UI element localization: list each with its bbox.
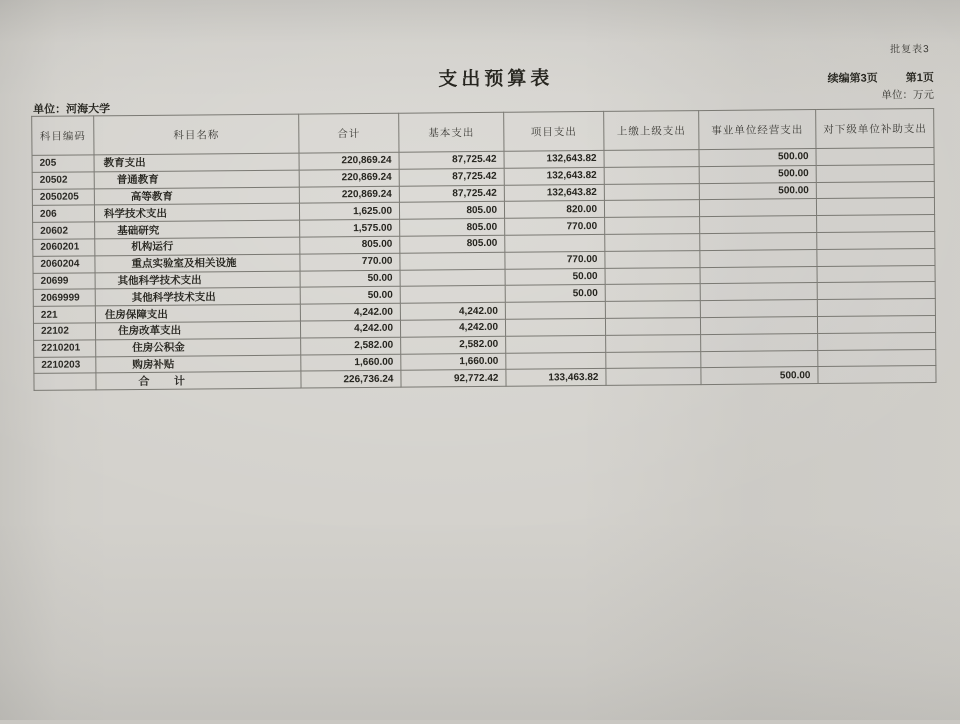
col-header-subject-code: 科目编码	[32, 116, 94, 156]
cell-name: 住房改革支出	[95, 321, 300, 340]
cell-basic: 805.00	[399, 202, 504, 220]
cell-operating: 500.00	[701, 367, 818, 385]
cell-subsidy	[818, 366, 936, 384]
cell-code: 2210203	[34, 356, 96, 373]
cell-subsidy	[817, 299, 935, 317]
cell-basic	[400, 252, 505, 270]
cell-total: 1,575.00	[300, 219, 400, 237]
cell-name: 重点实验室及相关设施	[95, 254, 300, 273]
cell-operating	[700, 300, 817, 318]
cell-code: 2050205	[32, 188, 94, 205]
cell-operating	[700, 233, 817, 251]
cell-name: 教育支出	[94, 153, 299, 172]
cell-code: 22102	[33, 323, 95, 340]
cell-total: 220,869.24	[299, 186, 399, 204]
org-unit-label: 单位：河海大学	[33, 103, 111, 116]
cell-upper	[605, 250, 700, 268]
cell-total: 50.00	[300, 287, 400, 305]
cell-total: 4,242.00	[300, 303, 400, 321]
cell-code: 2210201	[34, 340, 96, 357]
page-title-text: 支出预算表	[438, 68, 554, 91]
cell-name: 机构运行	[95, 237, 300, 256]
cell-name: 住房保障支出	[95, 304, 300, 323]
cell-name: 科学技术支出	[94, 203, 299, 222]
cell-operating	[699, 199, 816, 217]
cell-total: 1,625.00	[299, 203, 399, 221]
col-header-subject-name: 科目名称	[94, 114, 299, 155]
cell-project: 770.00	[505, 251, 605, 269]
cell-upper	[605, 234, 700, 252]
cell-project	[505, 302, 605, 320]
cell-total: 4,242.00	[300, 320, 400, 338]
cell-basic	[400, 286, 505, 304]
cell-operating	[700, 317, 817, 335]
continued-page-label: 续编第3页	[827, 72, 878, 85]
cell-total: 50.00	[300, 270, 400, 288]
cell-upper	[605, 318, 700, 336]
cell-basic: 805.00	[400, 218, 505, 236]
cell-total: 805.00	[300, 236, 400, 254]
budget-table	[31, 108, 936, 391]
cell-project	[506, 335, 606, 353]
cell-upper	[606, 368, 701, 386]
cell-name: 住房公积金	[96, 338, 301, 357]
cell-code: 206	[32, 205, 94, 222]
cell-subsidy	[818, 332, 936, 350]
cell-basic: 87,725.42	[399, 185, 504, 203]
cell-code: 205	[32, 155, 94, 172]
cell-code: 20602	[33, 222, 95, 239]
cell-name: 基础研究	[95, 220, 300, 239]
cell-code: 20502	[32, 172, 94, 189]
cell-operating	[700, 249, 817, 267]
cell-subsidy	[818, 349, 936, 367]
cell-operating: 500.00	[699, 165, 816, 183]
cell-subsidy	[816, 198, 934, 216]
col-header-operating-expenditure: 事业单位经营支出	[699, 110, 816, 150]
cell-subsidy	[816, 164, 934, 182]
cell-basic: 87,725.42	[399, 151, 504, 169]
cell-name: 高等教育	[94, 187, 299, 206]
cell-operating	[701, 350, 818, 368]
cell-project: 132,643.82	[504, 184, 604, 202]
cell-total: 2,582.00	[301, 337, 401, 355]
cell-operating: 500.00	[699, 149, 816, 167]
page-title	[0, 60, 958, 95]
cell-upper	[605, 284, 700, 302]
cell-total: 220,869.24	[299, 152, 399, 170]
cell-name: 购房补贴	[96, 355, 301, 374]
cell-basic: 92,772.42	[401, 370, 506, 388]
col-header-total: 合计	[299, 113, 399, 153]
cell-name: 其他科学技术支出	[95, 271, 300, 290]
cell-total: 220,869.24	[299, 169, 399, 187]
cell-project: 132,643.82	[504, 167, 604, 185]
cell-subsidy	[817, 232, 935, 250]
cell-project: 820.00	[504, 201, 604, 219]
col-header-basic-expenditure: 基本支出	[399, 112, 504, 152]
cell-upper	[604, 200, 699, 218]
cell-code: 20699	[33, 272, 95, 289]
cell-code: 2060201	[33, 239, 95, 256]
cell-operating	[700, 266, 817, 284]
cell-basic: 87,725.42	[399, 168, 504, 186]
col-header-subsidy-expenditure: 对下级单位补助支出	[816, 109, 934, 149]
page-meta	[828, 69, 935, 103]
cell-basic: 1,660.00	[401, 353, 506, 371]
cell-code	[34, 373, 96, 391]
cell-operating	[700, 216, 817, 234]
cell-project	[506, 352, 606, 370]
cell-subsidy	[817, 215, 935, 233]
cell-name: 其他科学技术支出	[95, 287, 300, 306]
cell-total: 1,660.00	[301, 354, 401, 372]
cell-project: 132,643.82	[504, 150, 604, 168]
cell-upper	[605, 301, 700, 319]
cell-total: 770.00	[300, 253, 400, 271]
cell-total-label: 合 计	[96, 371, 301, 390]
cell-project	[505, 234, 605, 252]
cell-subsidy	[817, 282, 935, 300]
form-tag: 批复表3	[890, 44, 930, 56]
cell-code: 221	[33, 306, 95, 323]
cell-subsidy	[817, 248, 935, 266]
cell-operating: 500.00	[699, 182, 816, 200]
table-body	[32, 148, 936, 374]
cell-basic: 2,582.00	[401, 336, 506, 354]
cell-upper	[604, 166, 699, 184]
cell-upper	[605, 267, 700, 285]
unit-measure-label: 单位：万元	[881, 89, 935, 102]
cell-project: 50.00	[505, 268, 605, 286]
cell-project: 770.00	[505, 218, 605, 236]
cell-upper	[604, 183, 699, 201]
cell-upper	[606, 351, 701, 369]
cell-operating	[701, 333, 818, 351]
cell-upper	[605, 217, 700, 235]
cell-subsidy	[816, 181, 934, 199]
cell-subsidy	[816, 148, 934, 166]
cell-code: 2060204	[33, 256, 95, 273]
col-header-project-expenditure: 项目支出	[504, 111, 604, 151]
cell-upper	[604, 150, 699, 168]
cell-operating	[700, 283, 817, 301]
cell-total: 226,736.24	[301, 371, 401, 389]
cell-project: 50.00	[505, 285, 605, 303]
col-header-upper-level-expenditure: 上缴上级支出	[604, 111, 699, 151]
cell-code: 2069999	[33, 289, 95, 306]
cell-upper	[606, 334, 701, 352]
cell-basic: 4,242.00	[400, 302, 505, 320]
cell-basic: 805.00	[400, 235, 505, 253]
cell-subsidy	[817, 315, 935, 333]
cell-subsidy	[817, 265, 935, 283]
cell-basic	[400, 269, 505, 287]
cell-basic: 4,242.00	[400, 319, 505, 337]
page-number: 第1页	[905, 72, 934, 85]
cell-name: 普通教育	[94, 170, 299, 189]
cell-project: 133,463.82	[506, 369, 606, 387]
cell-project	[505, 318, 605, 336]
